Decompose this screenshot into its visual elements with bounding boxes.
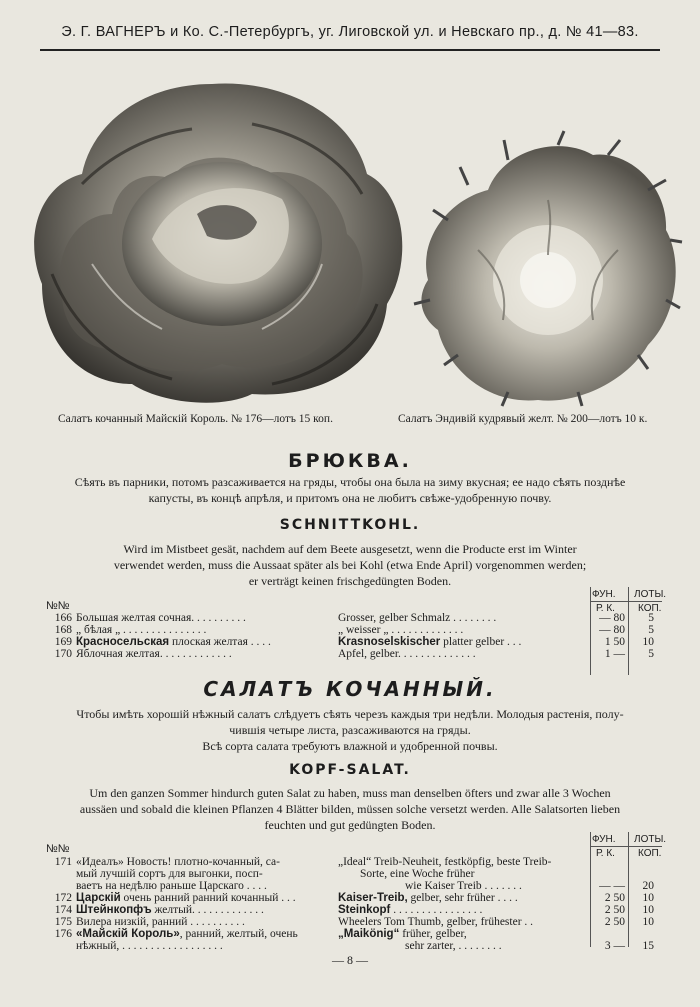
col-head-kop: КОП. bbox=[638, 848, 662, 859]
item-number: 170 bbox=[54, 648, 72, 660]
table-row bbox=[0, 647, 700, 661]
table-row bbox=[0, 939, 700, 953]
item-name-de-rest: gelber, sehr früher . . . . bbox=[407, 892, 518, 904]
item-name-ru: «Идеалъ» Новость! плотно-кочанный, са- bbox=[76, 856, 280, 868]
text-line: капусты, въ концѣ апрѣля, и притомъ она не любитъ свѣже-удобренную почву. bbox=[148, 491, 552, 505]
curly-endive-illustration bbox=[408, 130, 683, 410]
text-line: Всѣ сорта салата требуютъ влажной и удобренной почвы. bbox=[202, 739, 498, 753]
item-number: 169 bbox=[54, 636, 72, 648]
text-line: feuchten und gut gedüngten Boden. bbox=[264, 818, 436, 832]
item-name-ru-bold: Царскiй bbox=[76, 892, 121, 904]
item-name-ru-rest: очень ранний ранний кочанный . . . bbox=[120, 892, 296, 904]
item-price: — — bbox=[599, 880, 625, 892]
col-head-fun: ФУН. bbox=[592, 589, 616, 600]
text-line: aussäen und sobald die kleinen Pflanzen 4 Blätter bilden, müssen solche versetzt werden. Alle Salatsorten lieben bbox=[79, 802, 621, 816]
item-lot-price: 10 bbox=[642, 636, 654, 648]
col-head-rk: Р. К. bbox=[596, 603, 615, 614]
item-name-de: „ weisser „ . . . . . . . . . . . . . bbox=[338, 624, 464, 636]
item-name-de: Wheelers Tom Thumb, gelber, frühester . . bbox=[338, 916, 534, 928]
item-name-de: Sorte, eine Woche früher bbox=[360, 868, 475, 880]
item-name-de: sehr zarter, . . . . . . . . bbox=[405, 940, 502, 952]
text-line: Чтобы имѣть хорошiй нѣжный салатъ слѣдуетъ сѣять черезъ каждыя три недѣли. Молодыя растенiя, полу- bbox=[76, 707, 624, 721]
item-name-ru: нѣжный, . . . . . . . . . . . . . . . . . . bbox=[76, 940, 223, 952]
col-head-rk: Р. К. bbox=[596, 848, 615, 859]
salat-de-text bbox=[40, 785, 660, 833]
col-head-numbers: №№ bbox=[46, 843, 70, 855]
item-price: — 80 bbox=[599, 612, 625, 624]
col-head-lot: ЛОТЫ. bbox=[634, 834, 667, 845]
item-price: 1 — bbox=[604, 648, 625, 660]
item-name-de: „Ideal“ Treib-Neuheit, festköpfig, beste Treib- bbox=[338, 856, 552, 868]
item-name-de-rest: platter gelber . . . bbox=[440, 636, 522, 648]
item-price: 2 50 bbox=[604, 904, 625, 916]
item-lot-price: 10 bbox=[642, 916, 654, 928]
item-price: 1 50 bbox=[604, 636, 625, 648]
item-name-ru-rest: плоская желтая . . . . bbox=[169, 636, 271, 648]
page-number: — 8 — bbox=[332, 953, 368, 967]
item-name-ru-rest: , ранний, желтый, очень bbox=[179, 928, 298, 940]
item-name-ru: Вилера низкiй, ранний . . . . . . . . . . bbox=[76, 916, 245, 928]
item-name-de-bold: Kaiser-Treib, bbox=[338, 892, 408, 904]
item-name-ru-bold: Штейнкопфъ bbox=[76, 904, 152, 916]
item-lot-price: 10 bbox=[642, 892, 654, 904]
item-number: 166 bbox=[54, 612, 72, 624]
section-title-schnittkohl: SCHNITTKOHL. bbox=[279, 517, 421, 533]
item-name-ru: ваетъ на недѣлю раньше Царскаго . . . . bbox=[76, 880, 267, 892]
item-name-de-bold: Steinkopf bbox=[338, 904, 391, 916]
item-number: 174 bbox=[54, 904, 72, 916]
text-line: Um den ganzen Sommer hindurch guten Salat zu haben, muss man denselben öfters und zwar alle 3 Wochen bbox=[89, 786, 611, 800]
section-title-bryukva: БРЮКВА. bbox=[288, 450, 412, 472]
col-head-kop: КОП. bbox=[638, 603, 662, 614]
item-name-de: Apfel, gelber. . . . . . . . . . . . . . bbox=[338, 648, 476, 660]
item-number: 172 bbox=[54, 892, 72, 904]
col-head-fun: ФУН. bbox=[592, 834, 616, 845]
text-line: Wird im Mistbeet gesät, nachdem auf dem Beete ausgesetzt, wenn die Producte erst im Winter bbox=[123, 542, 577, 556]
item-lot-price: 5 bbox=[648, 624, 654, 636]
item-name-de-rest: früher, gelber, bbox=[399, 928, 467, 940]
item-lot-price: 20 bbox=[642, 880, 654, 892]
item-lot-price: 5 bbox=[648, 648, 654, 660]
caption-lettuce: Салатъ кочанный Майскiй Король. № 176—лотъ 15 коп. bbox=[58, 413, 333, 425]
item-name-de-bold: „Maikönig“ bbox=[338, 928, 400, 940]
table-rule bbox=[590, 601, 662, 602]
item-price: 2 50 bbox=[604, 916, 625, 928]
bryukva-de-text bbox=[40, 541, 660, 589]
item-lot-price: 5 bbox=[648, 612, 654, 624]
item-name-ru: Большая желтая сочная. . . . . . . . . . bbox=[76, 612, 246, 624]
text-line: verwendet werden, muss die Aussaat später als bei Kohl (etwa Ende April) vorgenommen werden; bbox=[113, 558, 587, 572]
item-lot-price: 10 bbox=[642, 904, 654, 916]
caption-endive: Салатъ Эндивiй кудрявый желт. № 200—лотъ 10 к. bbox=[398, 413, 648, 425]
item-name-de-rest: . . . . . . . . . . . . . . . . bbox=[390, 904, 483, 916]
item-number: 175 bbox=[54, 916, 72, 928]
item-name-ru-bold: Красносельская bbox=[76, 636, 170, 648]
item-name-ru: мый лучшiй сортъ для выгонки, посп- bbox=[76, 868, 263, 880]
bryukva-ru-text bbox=[40, 474, 660, 506]
section-title-kopf-salat: KOPF-SALAT. bbox=[289, 762, 411, 778]
header-rule bbox=[40, 49, 660, 51]
item-number: 168 bbox=[54, 624, 72, 636]
item-price: 2 50 bbox=[604, 892, 625, 904]
table-rule bbox=[590, 846, 662, 847]
section-title-salat: САЛАТЪ КОЧАННЫЙ. bbox=[203, 677, 497, 701]
salat-ru-text bbox=[40, 706, 660, 754]
col-head-numbers: №№ bbox=[46, 600, 70, 612]
item-price: — 80 bbox=[599, 624, 625, 636]
item-name-ru-rest: желтый. . . . . . . . . . . . . bbox=[151, 904, 264, 916]
item-name-ru: Яблочная желтая. . . . . . . . . . . . . bbox=[76, 648, 232, 660]
item-name-ru: „ бѣлая „ . . . . . . . . . . . . . . . bbox=[76, 624, 207, 636]
col-head-lot: ЛОТЫ. bbox=[634, 589, 667, 600]
item-number: 176 bbox=[54, 928, 72, 940]
text-line: чившiя четыре листа, разсаживаются на гряды. bbox=[229, 723, 471, 737]
item-name-de: Grosser, gelber Schmalz . . . . . . . . bbox=[338, 612, 497, 624]
lettuce-head-illustration bbox=[22, 64, 407, 409]
item-price: 3 — bbox=[604, 940, 625, 952]
page-header: Э. Г. ВАГНЕРЪ и Ко. С.-Петербургъ, уг. Лиговской ул. и Невскаго пр., д. № 41—83. bbox=[61, 24, 639, 40]
item-name-de: wie Kaiser Treib . . . . . . . bbox=[405, 880, 522, 892]
item-name-de-bold: Krasnoselskischer bbox=[338, 636, 441, 648]
item-name-ru-bold: «Майскiй Король» bbox=[76, 928, 180, 940]
item-lot-price: 15 bbox=[642, 940, 654, 952]
item-number: 171 bbox=[54, 856, 72, 868]
text-line: er verträgt keinen frischgedüngten Boden. bbox=[248, 574, 452, 588]
text-line: Сѣять въ парники, потомъ разсаживается на гряды, чтобы она была на зиму вкусная; ее надо сѣять позднѣе bbox=[74, 475, 626, 489]
